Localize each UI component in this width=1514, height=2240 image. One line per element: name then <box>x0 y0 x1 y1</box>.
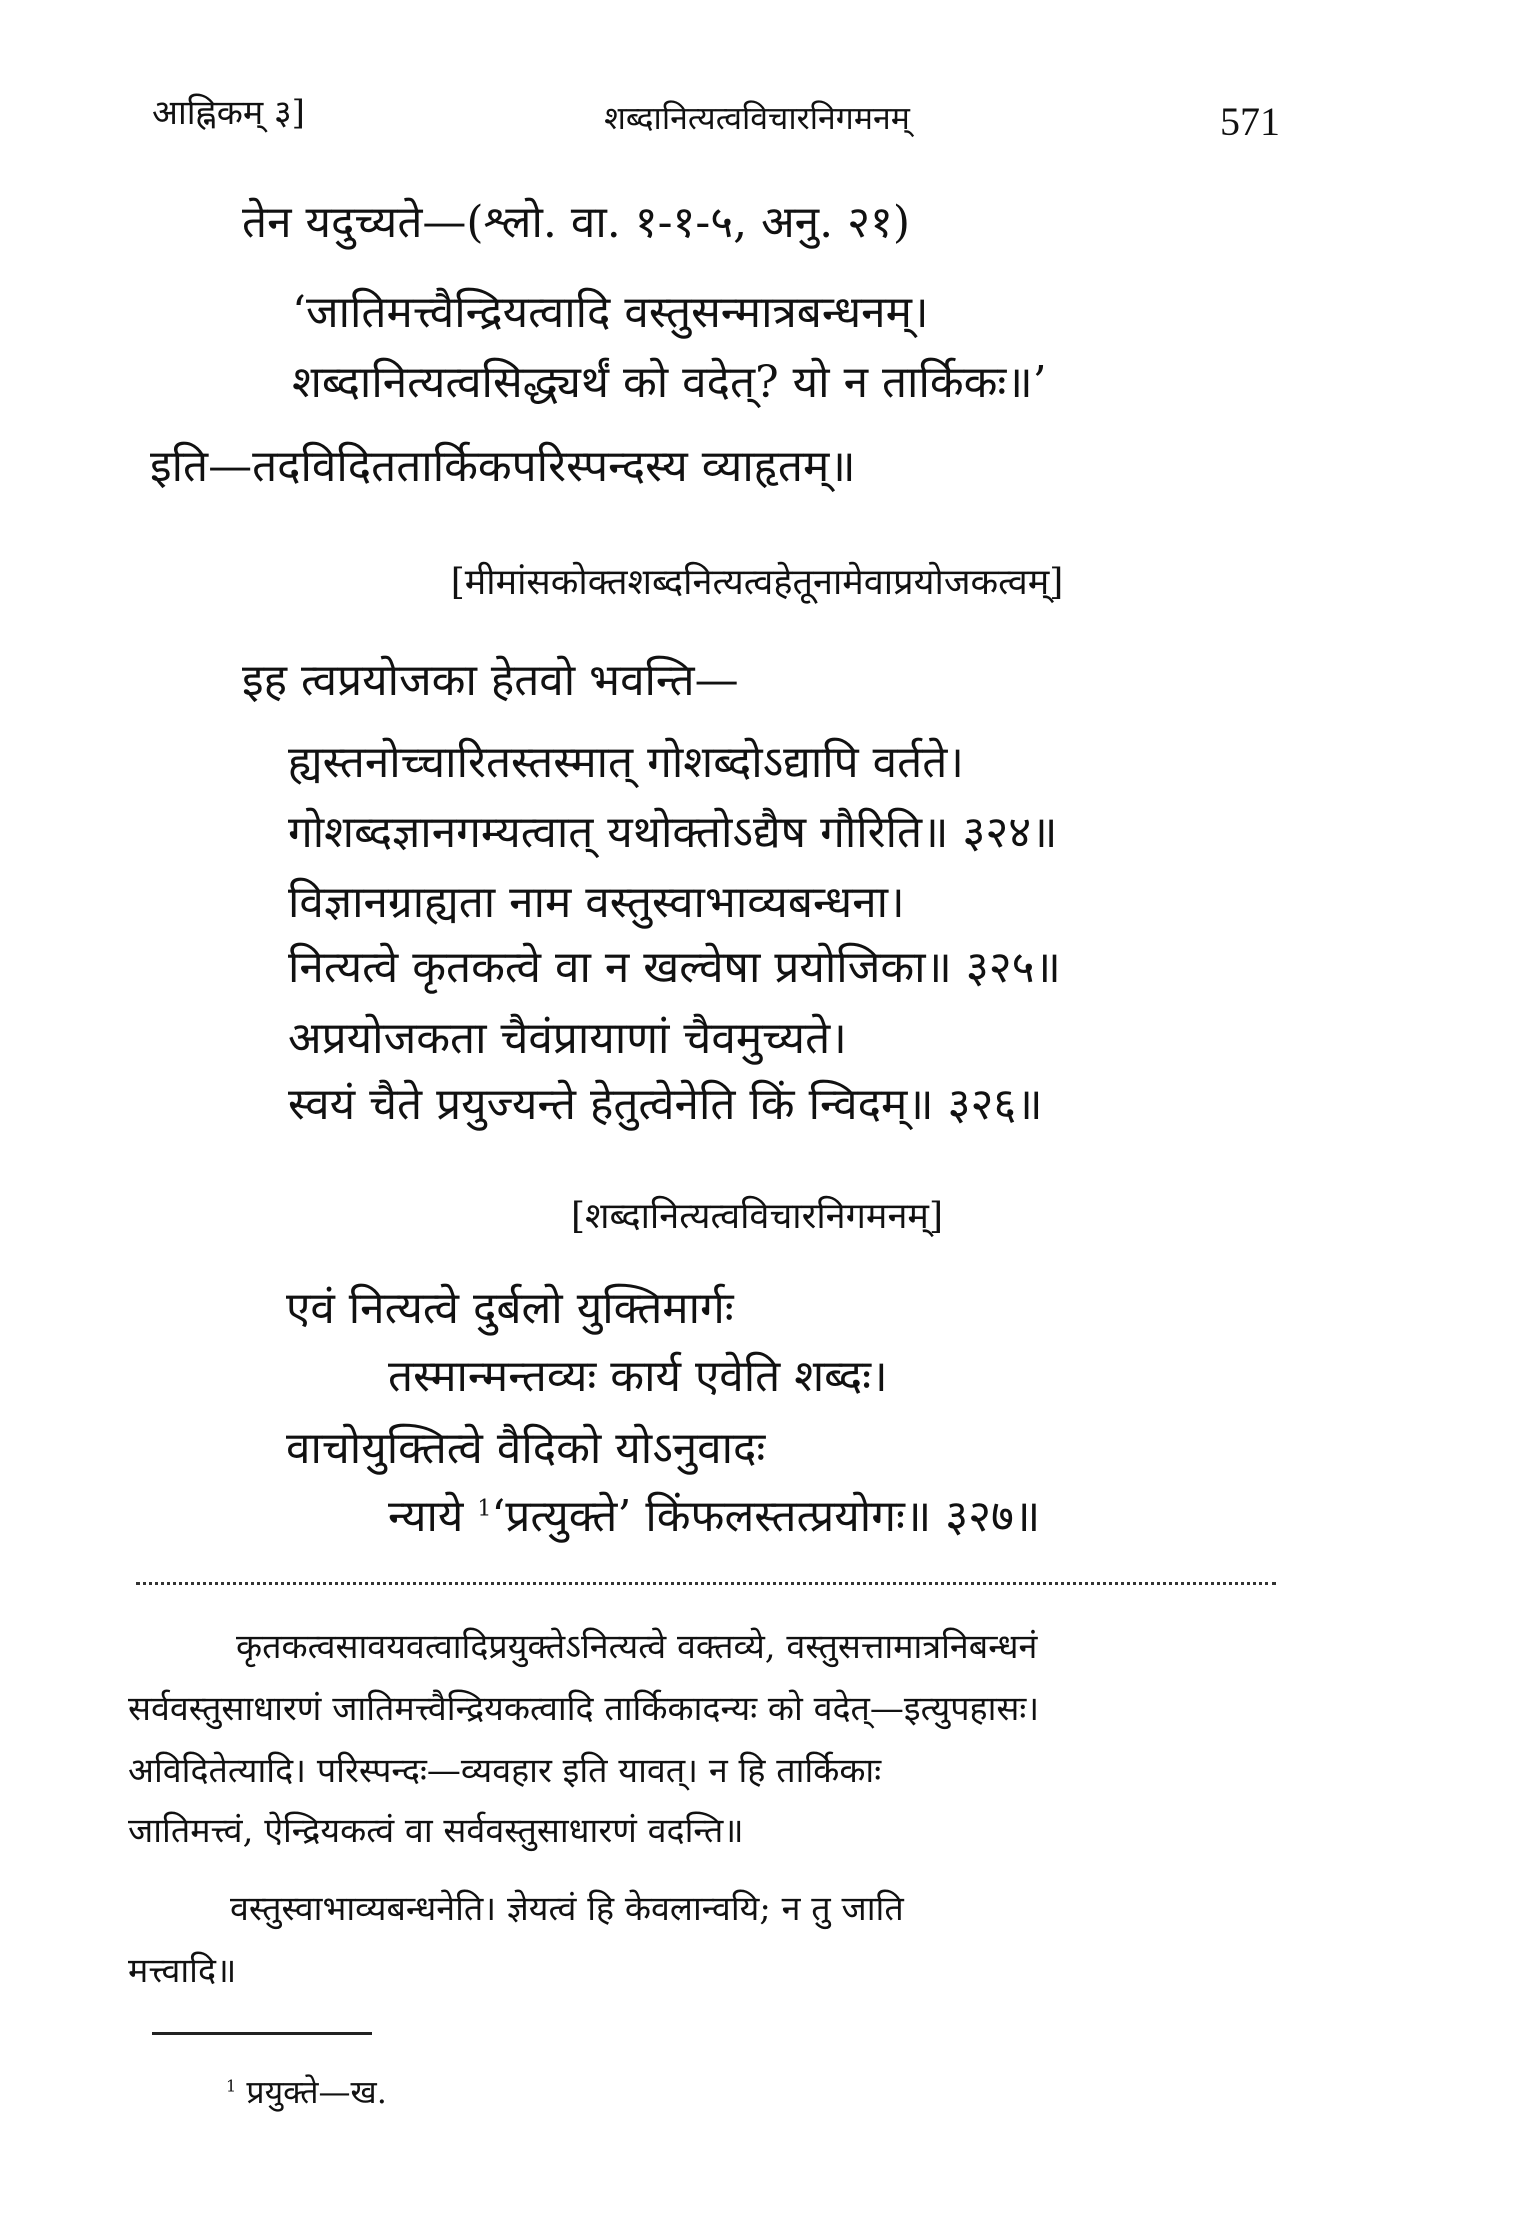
verse-327-post: किंफलस्तत्प्रयोगः॥ ३२७॥ <box>631 1491 1041 1542</box>
quote-line-1: ‘जातिमत्त्वैन्द्रियत्वादि वस्तुसन्मात्रबन्धनम्। <box>292 287 929 338</box>
verse-327-line-4 <box>388 1484 1040 1544</box>
commentary-line-3: अविदितेत्यादि। परिस्पन्दः—व्यवहार इति यावत्। न हि तार्किकाः <box>128 1751 882 1791</box>
commentary-line-1: कृतकत्वसावयवत्वादिप्रयुक्तेऽनित्यत्वे वक्तव्ये, वस्तुसत्तामात्रनिबन्धनं <box>236 1627 1038 1667</box>
verse-327-line-1: एवं नित्यत्वे दुर्बलो युक्तिमार्गः <box>286 1283 734 1334</box>
verse-327-word: ‘प्रत्युक्ते’ <box>491 1491 632 1542</box>
verse-327-line-3: वाचोयुक्तित्वे वैदिको योऽनुवादः <box>286 1423 766 1474</box>
verse-324-line-1: ह्यस्तनोच्चारितस्तस्मात् गोशब्दोऽद्यापि वर्तते। <box>288 737 964 788</box>
iha-line: इह त्वप्रयोजका हेतवो भवन्ति— <box>242 655 739 706</box>
running-header-title: शब्दानित्यत्वविचारनिगमनम् <box>604 99 910 137</box>
commentary-line-5: वस्तुस्वाभाव्यबन्धनेति। ज्ञेयत्वं हि केवलान्वयि; न तु जाति <box>230 1889 904 1929</box>
iti-line: इति—तदविदिततार्किकपरिस्पन्दस्य व्याहृतम्॥ <box>150 441 856 492</box>
page-number: 571 <box>1220 99 1280 144</box>
verse-325-line-2: नित्यत्वे कृतकत्वे वा न खल्वेषा प्रयोजिका॥ ३२५॥ <box>288 942 1061 993</box>
commentary-line-2: सर्ववस्तुसाधारणं जातिमत्त्वैन्द्रियकत्वादि तार्किकादन्यः को वदेत्—इत्युपहासः। <box>128 1689 1040 1729</box>
verse-326-line-2: स्वयं चैते प्रयुज्यन्ते हेतुत्वेनेति किं न्विदम्॥ ३२६॥ <box>288 1079 1043 1130</box>
commentary-line-6: मत्त्वादि॥ <box>128 1951 237 1991</box>
verse-327-pre: न्याये <box>388 1491 478 1542</box>
footnote-rule <box>152 2032 372 2035</box>
verse-325-line-1: विज्ञानग्राह्यता नाम वस्तुस्वाभाव्यबन्धना। <box>288 877 905 928</box>
commentary-divider <box>136 1582 1276 1585</box>
verse-324-line-2: गोशब्दज्ञानगम्यत्वात् यथोक्तोऽद्यैष गौरिति॥ ३२४॥ <box>288 807 1058 858</box>
footnote-mark: 1 <box>226 2076 237 2096</box>
footnote-marker: 1 <box>477 1496 492 1522</box>
intro-line: तेन यदुच्यते—(श्लो. वा. १-१-५, अनु. २१) <box>242 197 911 248</box>
footnote <box>226 2070 387 2113</box>
quote-line-2: शब्दानित्यत्वसिद्ध्यर्थं को वदेत्? यो न तार्किकः॥’ <box>292 357 1047 408</box>
section-heading-1: [मीमांसकोक्तशब्दनित्यत्वहेतूनामेवाप्रयोजकत्वम्] <box>450 562 1064 603</box>
footnote-text: प्रयुक्ते—ख. <box>236 2073 387 2111</box>
running-header-left: आह्निकम् ३] <box>152 93 305 133</box>
verse-326-line-1: अप्रयोजकता चैवंप्रायाणां चैवमुच्यते। <box>288 1013 847 1064</box>
verse-327-line-2: तस्मान्मन्तव्यः कार्य एवेति शब्दः। <box>388 1351 888 1402</box>
section-heading-2: [शब्दानित्यत्वविचारनिगमनम्] <box>570 1196 944 1237</box>
commentary-line-4: जातिमत्त्वं, ऐन्द्रियकत्वं वा सर्ववस्तुसाधारणं वदन्ति॥ <box>128 1811 744 1851</box>
